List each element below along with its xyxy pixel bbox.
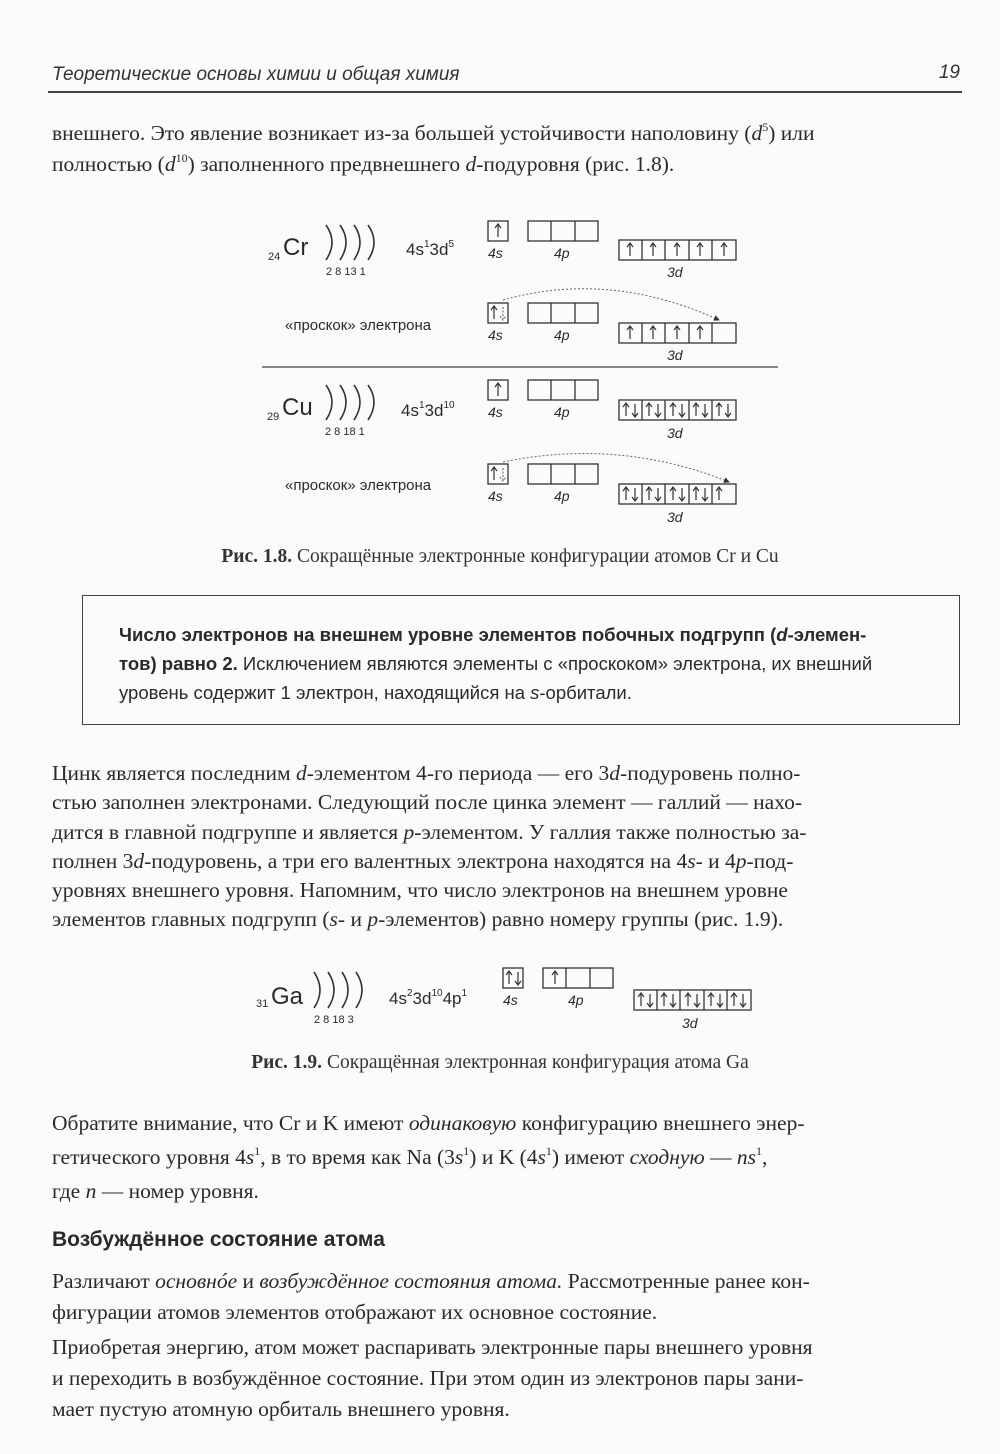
ga-configuration: $4s^23d^{10}4p^1$ — [389, 988, 468, 1008]
cu-jump-diagram — [285, 454, 736, 525]
cr-jump-diagram — [285, 289, 736, 363]
cr-3d-label: 3d — [667, 264, 683, 280]
ga-3d-label: 3d — [682, 1015, 698, 1031]
svg-text:4p: 4p — [554, 404, 570, 420]
cu-jump-4s-orbital — [488, 464, 508, 484]
cu-jump-label: «проскок» электрона — [285, 477, 432, 494]
cu-shell-arcs — [326, 385, 374, 420]
section-paragraph-1: Различают основнóе и возбуждённое состояния атома. Рассмотренные ранее кон- фигурации атомов элементов отображают их основное состояние. — [52, 1269, 810, 1324]
ga-symbol: Ga — [271, 983, 304, 1010]
cr-4p-label: 4p — [554, 245, 570, 261]
header-rule — [48, 91, 962, 93]
svg-text:3d: 3d — [667, 425, 683, 441]
ga-4p-label: 4p — [568, 992, 584, 1008]
zinc-paragraph: Цинк является последним d-элементом 4-го периода — его 3d-подуровень полно- стью заполнен электронами. Следующий после цинка элемент — галлий — нахо- дится в главной подгруппе и является p-элементом. У галлия также полностью за- полнен 3d-подуровень, а три его валентных электрона находятся на 4s- и 4p-под- уровнях внешнего уровня. Напомним, что число электронов на внешнем уровне элементов главных подгрупп (s- и p-элементов) равно номеру группы (рис. 1.9). — [52, 761, 807, 932]
note-text: Число электронов на внешнем уровне элементов побочных подгрупп (d-элемен- тов) равно 2. Исключением являются элементы с «проскоком» электрона, их внешний уровень содержит 1 электрон, находящийся на s-орбитали. — [119, 624, 873, 703]
figure-1-8-caption: Рис. 1.8. Сокращённые электронные конфигурации атомов Cr и Cu — [221, 546, 779, 567]
svg-text:4p: 4p — [554, 327, 570, 343]
cr-4p-orbitals — [528, 221, 598, 241]
ga-atomic-number: 31 — [256, 998, 269, 1010]
cr-4s-up-arrow — [495, 224, 501, 237]
cu-diagram — [267, 380, 736, 441]
cu-jump-arrow — [503, 454, 729, 482]
cu-4p-orbitals — [528, 380, 598, 400]
cr-shell-arcs — [326, 225, 374, 260]
cu-configuration: $4s^13d^{10}$ — [401, 400, 455, 420]
ga-4p-orbitals — [543, 968, 613, 988]
cu-jump-4p-orbitals — [528, 464, 598, 484]
ga-3d-arrows — [638, 993, 746, 1007]
intro-paragraph: внешнего. Это явление возникает из-за большей устойчивости наполовину $(d^5)$ или полностью $(d^{10})$ заполненного предвнешнего d-подуровня (рис. 1.8). — [52, 120, 815, 176]
figure-1-9-caption: Рис. 1.9. Сокращённая электронная конфигурация атома Ga — [251, 1052, 749, 1073]
cr-symbol: Cr — [283, 234, 309, 261]
svg-text:3d: 3d — [667, 347, 683, 363]
cr-jump-4p-orbitals — [528, 303, 598, 323]
svg-text:4s: 4s — [488, 327, 503, 343]
cr-4s-label: 4s — [488, 245, 503, 261]
cr-jump-4s-orbital — [488, 303, 508, 323]
section-heading: Возбуждённое состояние атома — [52, 1228, 385, 1251]
cr-shell-counts: 2 8 13 1 — [326, 266, 366, 278]
section-paragraph-2: Приобретая энергию, атом может распаривать электронные пары внешнего уровня и переходить в возбуждённое состояние. При этом один из электронов пары зани- мает пустую атомную орбиталь внешнего уровня. — [52, 1335, 813, 1421]
cu-atomic-number: 29 — [267, 411, 280, 423]
svg-text:3d: 3d — [667, 509, 683, 525]
ga-4s-label: 4s — [503, 992, 518, 1008]
cu-symbol: Cu — [282, 394, 313, 421]
note-box — [82, 595, 960, 725]
ga-4s-orbital — [503, 968, 523, 988]
cr-jump-arrow — [503, 289, 719, 320]
page-number: 19 — [938, 62, 960, 83]
figure-1-8 — [0, 200, 1000, 535]
ga-shell-arcs — [314, 972, 362, 1008]
cr-atomic-number: 24 — [268, 251, 281, 263]
ga-shell-counts: 2 8 18 3 — [314, 1014, 354, 1026]
cu-3d-arrows — [623, 403, 731, 417]
cr-configuration: $4s^13d^5$ — [406, 239, 455, 259]
cr-jump-label: «проскок» электрона — [285, 317, 432, 334]
svg-text:4s: 4s — [488, 488, 503, 504]
svg-text:4s: 4s — [488, 404, 503, 420]
running-title: Теоретические основы химии и общая химия — [52, 64, 460, 85]
cu-shell-counts: 2 8 18 1 — [325, 426, 365, 438]
figure-1-9 — [0, 960, 1000, 1035]
attention-paragraph: Обратите внимание, что Cr и K имеют одинаковую конфигурацию внешнего энер- гетического уровня $4s^1$, в то время как Na $(3s^1)$ и K $(4s^1)$ имеют сходную — $ns^1$, где n — номер уровня. — [52, 1111, 805, 1203]
cr-diagram — [268, 221, 736, 280]
svg-text:4p: 4p — [554, 488, 570, 504]
